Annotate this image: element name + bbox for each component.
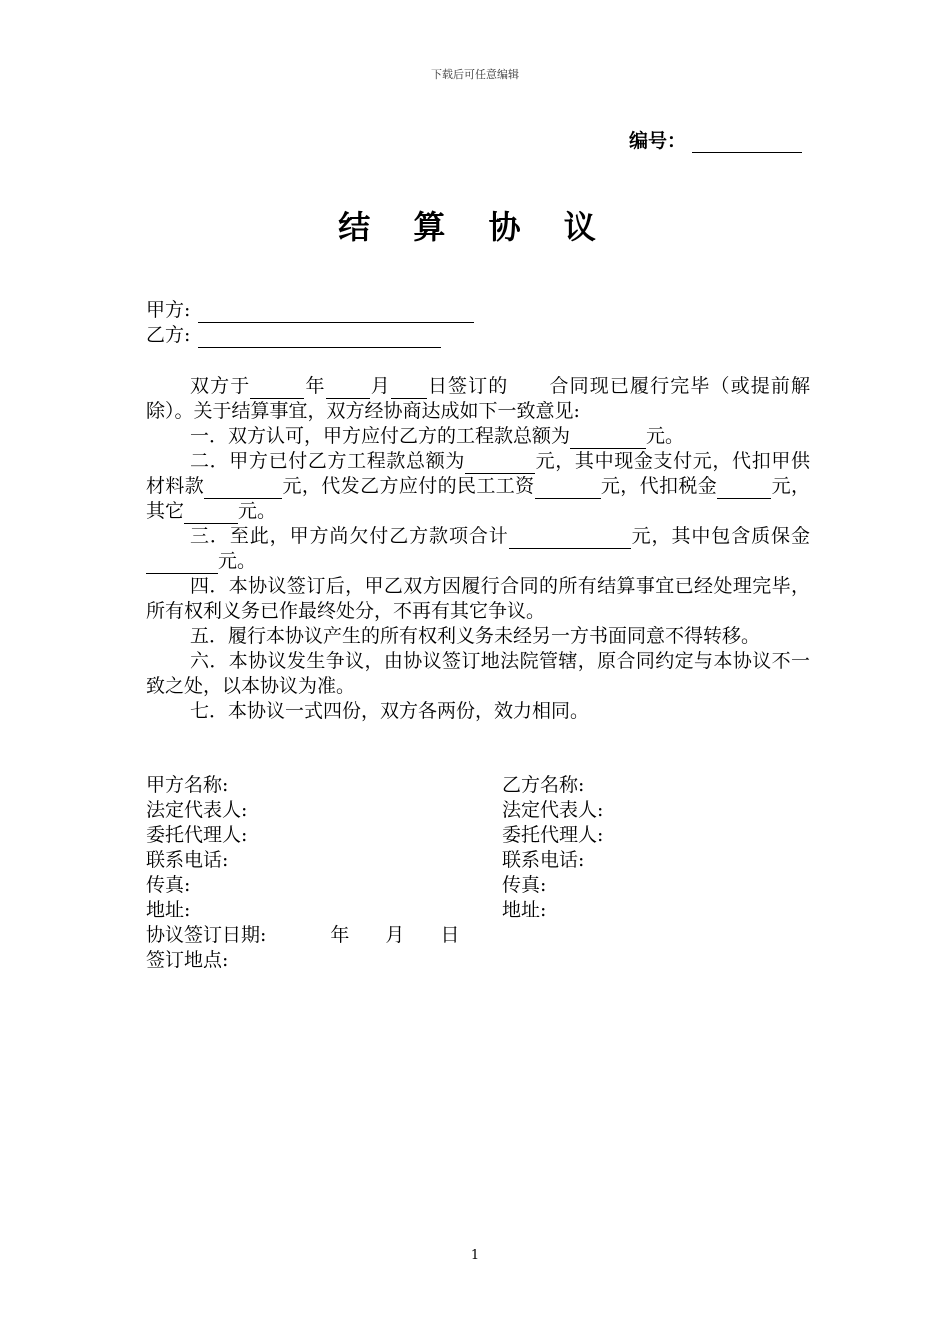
clause-2-blank-4[interactable] — [717, 479, 771, 499]
intro-text-5: 合同现已履行完毕（或提前解除）。关于结算事宜，双方经协商达成如下一致意见: — [146, 375, 810, 422]
clause-3-text-1: 三．至此，甲方尚欠付乙方款项合计 — [190, 525, 509, 547]
party-b-legal-rep-label: 法定代表人: — [502, 799, 604, 821]
party-a-label: 甲方: — [146, 299, 191, 321]
party-b-label: 乙方: — [146, 324, 191, 346]
clause-7: 七．本协议一式四份，双方各两份，效力相同。 — [190, 700, 590, 722]
clause-3-text-3: 元。 — [218, 550, 257, 572]
clause-2-text-6: 元。 — [238, 500, 277, 522]
clause-1-blank[interactable] — [570, 429, 646, 449]
intro-paragraph — [146, 374, 810, 424]
clause-2 — [146, 449, 810, 524]
clause-3-blank-2[interactable] — [146, 554, 218, 574]
clause-2-text-3: 元，代发乙方应付的民工工资 — [282, 475, 535, 497]
clause-5: 五．履行本协议产生的所有权利义务未经另一方书面同意不得转移。 — [190, 625, 761, 647]
clause-4: 四．本协议签订后，甲乙双方因履行合同的所有结算事宜已经处理完毕，所有权利义务已作最终处分，不再有其它争议。 — [146, 575, 810, 622]
clause-2-text-1: 二．甲方已付乙方工程款总额为 — [190, 450, 465, 472]
document-number — [629, 126, 802, 153]
clause-3-blank-1[interactable] — [509, 529, 631, 549]
clause-2-blank-1[interactable] — [465, 454, 535, 474]
party-b-phone-label: 联系电话: — [502, 849, 585, 871]
clause-1-text-end: 元。 — [646, 425, 685, 447]
agreement-body — [146, 374, 810, 724]
party-a-blank[interactable] — [198, 302, 474, 323]
clause-2-blank-2[interactable] — [204, 479, 282, 499]
intro-text-1: 双方于 — [190, 375, 251, 397]
party-a-legal-rep-label: 法定代表人: — [146, 799, 248, 821]
clause-3 — [146, 524, 810, 574]
clause-2-text-2: 元，其中现金支付元，代扣甲供材料款 — [146, 450, 810, 497]
year-blank[interactable] — [250, 379, 304, 399]
clause-1 — [146, 424, 810, 449]
sign-date-year: 年 — [330, 924, 350, 946]
party-a-fax-label: 传真: — [146, 874, 191, 896]
party-b-fax-label: 传真: — [502, 874, 547, 896]
sign-date-month: 月 — [385, 924, 405, 946]
party-b-name-label: 乙方名称: — [502, 774, 585, 796]
document-number-label: 编号： — [628, 130, 686, 152]
party-a-phone-label: 联系电话: — [146, 849, 229, 871]
party-b-agent-label: 委托代理人: — [502, 824, 604, 846]
clause-1-text: 一．双方认可，甲方应付乙方的工程款总额为 — [190, 425, 571, 447]
intro-text-3: 月 — [369, 375, 391, 397]
intro-text-2: 年 — [304, 375, 326, 397]
clause-2-blank-3[interactable] — [535, 479, 601, 499]
document-number-blank[interactable] — [692, 134, 802, 153]
signature-block-party-a — [146, 773, 459, 973]
signature-block-party-b — [502, 773, 603, 923]
page-number: 1 — [470, 1248, 480, 1263]
party-b-address-label: 地址: — [502, 899, 547, 921]
month-blank[interactable] — [326, 379, 370, 399]
party-a-row — [146, 298, 474, 323]
party-a-name-label: 甲方名称: — [146, 774, 229, 796]
clause-2-text-5: 元，其它 — [146, 475, 810, 522]
party-a-agent-label: 委托代理人: — [146, 824, 248, 846]
clause-6: 六．本协议发生争议，由协议签订地法院管辖，原合同约定与本协议不一致之处，以本协议为准。 — [146, 650, 810, 697]
party-a-address-label: 地址: — [146, 899, 191, 921]
clause-2-text-4: 元，代扣税金 — [600, 475, 718, 497]
clause-3-text-2: 元，其中包含质保金 — [630, 525, 810, 547]
header-note: 下载后可任意编辑 — [431, 68, 519, 81]
sign-place-label: 签订地点: — [146, 949, 229, 971]
sign-date-day: 日 — [440, 924, 460, 946]
intro-text-4: 日签订的 — [426, 375, 509, 397]
party-b-blank[interactable] — [198, 327, 441, 348]
sign-date-label: 协议签订日期: — [146, 924, 267, 946]
sign-date-row — [146, 923, 459, 948]
clause-2-blank-5[interactable] — [184, 504, 238, 524]
party-b-row — [146, 323, 441, 348]
day-blank[interactable] — [391, 379, 427, 399]
page-title: 结 算 协 议 — [338, 208, 612, 246]
